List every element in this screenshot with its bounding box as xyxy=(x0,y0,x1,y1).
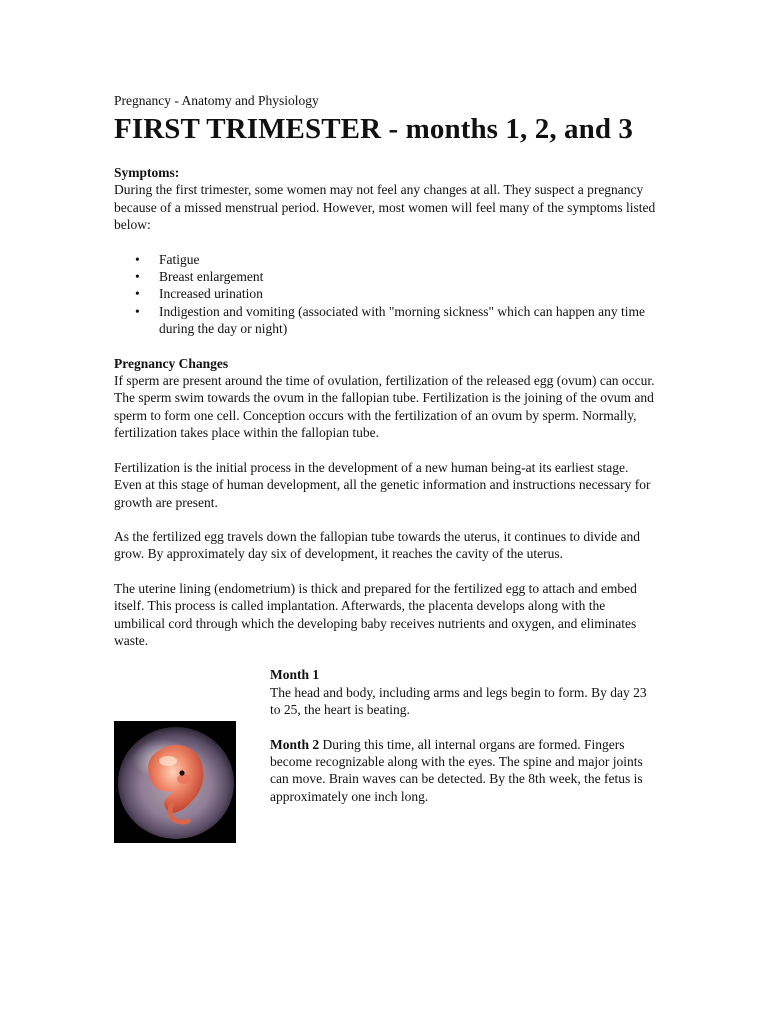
list-item: • Breast enlargement xyxy=(135,269,264,285)
bullet-icon: • xyxy=(135,286,140,302)
list-item: • Increased urination xyxy=(135,286,263,302)
month-descriptions xyxy=(270,666,652,805)
month2-heading: Month 2 xyxy=(270,736,320,752)
pregnancy-changes-heading: Pregnancy Changes xyxy=(114,355,229,371)
document-page xyxy=(114,92,659,856)
pregnancy-changes-section xyxy=(114,355,659,650)
embryo-photo xyxy=(114,721,236,843)
symptoms-section xyxy=(114,164,659,338)
changes-paragraph: If sperm are present around the time of ovulation, fertilization of the released egg (ovum) can occur. The sperm swim towards the ovum in the fallopian tube. Fertilization is the joining of the ovum and sperm to form one cell. Conception occurs with the fertilization of an ovum by sperm. Normally, fertilization takes place within the fallopian tube. xyxy=(114,373,655,441)
month1-heading: Month 1 xyxy=(270,667,320,683)
symptoms-intro: During the first trimester, some women may not feel any changes at all. They suspect a pregnancy because of a missed menstrual period. However, most women will feel many of the symptoms listed below: xyxy=(114,182,656,233)
document-kicker: Pregnancy - Anatomy and Physiology xyxy=(114,93,319,108)
embryo-image-icon xyxy=(114,721,236,843)
bullet-icon: • xyxy=(135,269,140,285)
symptoms-list xyxy=(114,251,659,338)
symptoms-heading: Symptoms: xyxy=(114,165,180,180)
list-item: • Fatigue xyxy=(135,251,200,267)
list-item: • Indigestion and vomiting (associated with "morning sickness" which can happen any time during the day or night) xyxy=(135,303,646,337)
page-title: FIRST TRIMESTER - months 1, 2, and 3 xyxy=(114,113,634,145)
bullet-icon: • xyxy=(135,303,140,319)
bullet-icon: • xyxy=(135,251,140,267)
changes-paragraph: As the fertilized egg travels down the fallopian tube towards the uterus, it continues to divide and grow. By approximately day six of development, it reaches the cavity of the uterus. xyxy=(114,528,640,562)
changes-paragraph: The uterine lining (endometrium) is thick and prepared for the fertilized egg to attach and embed itself. This process is called implantation. Afterwards, the placenta develops along with the umbilical cord through which the developing baby receives nutrients and oxygen, and eliminates waste. xyxy=(114,580,637,648)
month2-paragraph xyxy=(270,736,652,806)
changes-paragraph: Fertilization is the initial process in the development of a new human being-at its earliest stage. Even at this stage of human development, all the genetic information and instructions necessary for growth are present. xyxy=(114,459,651,510)
month1-text: The head and body, including arms and legs begin to form. By day 23 to 25, the heart is beating. xyxy=(270,684,647,718)
month2-text: During this time, all internal organs are formed. Fingers become recognizable along with the eyes. The spine and major joints can move. Brain waves can be detected. By the 8th week, the fetus is approximately one inch long. xyxy=(270,736,643,804)
months-section xyxy=(114,666,659,856)
